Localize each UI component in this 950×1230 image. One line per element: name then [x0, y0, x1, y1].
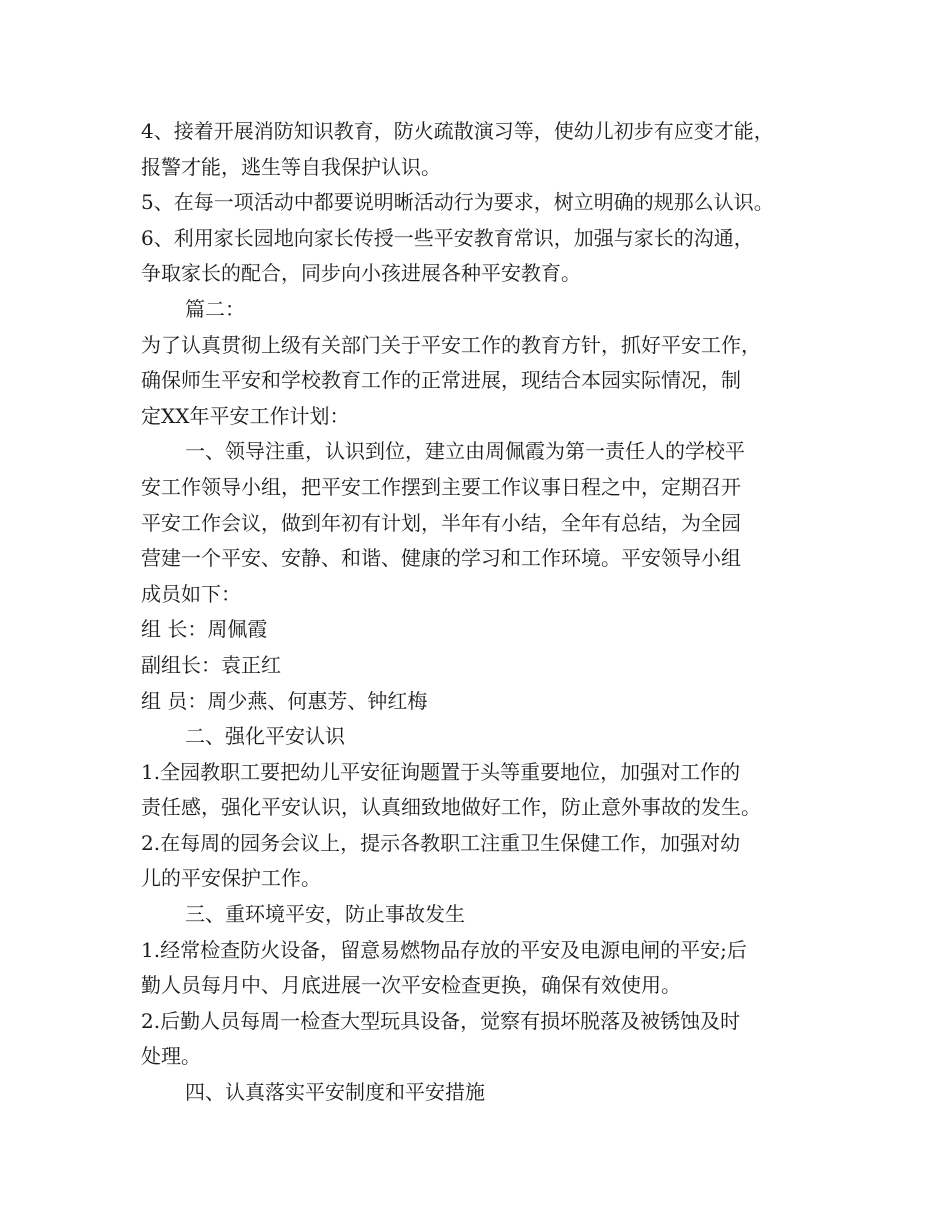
text-line: 处理。 — [141, 1044, 201, 1069]
text-line: 儿的平安保护工作。 — [141, 866, 321, 891]
text-line: 1.经常检查防火设备，留意易燃物品存放的平安及电源电闸的平安;后 — [141, 937, 747, 962]
text-line: 成员如下： — [141, 581, 241, 606]
text-line: 定XX年平安工作计划： — [141, 403, 350, 428]
text-line: 5、在每一项活动中都要说明晰活动行为要求，树立明确的规那么认识。 — [141, 190, 774, 215]
text-line: 一、领导注重，认识到位，建立由周佩霞为第一责任人的学校平 — [185, 439, 745, 464]
document-body — [141, 114, 841, 1111]
text-line: 篇二： — [185, 296, 245, 321]
text-line: 组 长：周佩霞 — [141, 617, 268, 642]
text-line: 二、强化平安认识 — [185, 724, 345, 749]
text-line: 副组长：袁正红 — [141, 652, 281, 677]
text-line: 6、利用家长园地向家长传授一些平安教育常识，加强与家长的沟通， — [141, 225, 754, 250]
text-line: 责任感，强化平安认识，认真细致地做好工作，防止意外事故的发生。 — [141, 795, 761, 820]
text-line: 报警才能，逃生等自我保护认识。 — [141, 154, 441, 179]
text-line: 平安工作会议，做到年初有计划，半年有小结，全年有总结，为全园 — [141, 510, 741, 535]
text-line: 四、认真落实平安制度和平安措施 — [185, 1080, 485, 1105]
text-line: 2.在每周的园务会议上，提示各教职工注重卫生保健工作，加强对幼 — [141, 830, 741, 855]
text-line: 4、接着开展消防知识教育，防火疏散演习等，使幼儿初步有应变才能， — [141, 119, 774, 143]
text-line: 为了认真贯彻上级有关部门关于平安工作的教育方针，抓好平安工作， — [141, 332, 761, 357]
text-line: 2.后勤人员每周一检查大型玩具设备，觉察有损坏脱落及被锈蚀及时 — [141, 1008, 741, 1033]
text-line: 勤人员每月中、月底进展一次平安检查更换，确保有效使用。 — [141, 973, 681, 998]
text-line: 三、重环境平安，防止事故发生 — [185, 902, 465, 927]
text-line: 安工作领导小组，把平安工作摆到主要工作议事日程之中，定期召开 — [141, 474, 741, 499]
text-line: 组 员：周少燕、何惠芳、钟红梅 — [141, 688, 428, 713]
text-line: 争取家长的配合，同步向小孩进展各种平安教育。 — [141, 261, 581, 286]
text-line: 确保师生平安和学校教育工作的正常进展，现结合本园实际情况，制 — [141, 368, 741, 393]
text-line: 1.全园教职工要把幼儿平安征询题置于头等重要地位，加强对工作的 — [141, 759, 741, 784]
text-line: 营建一个平安、安静、和谐、健康的学习和工作环境。平安领导小组 — [141, 546, 741, 571]
